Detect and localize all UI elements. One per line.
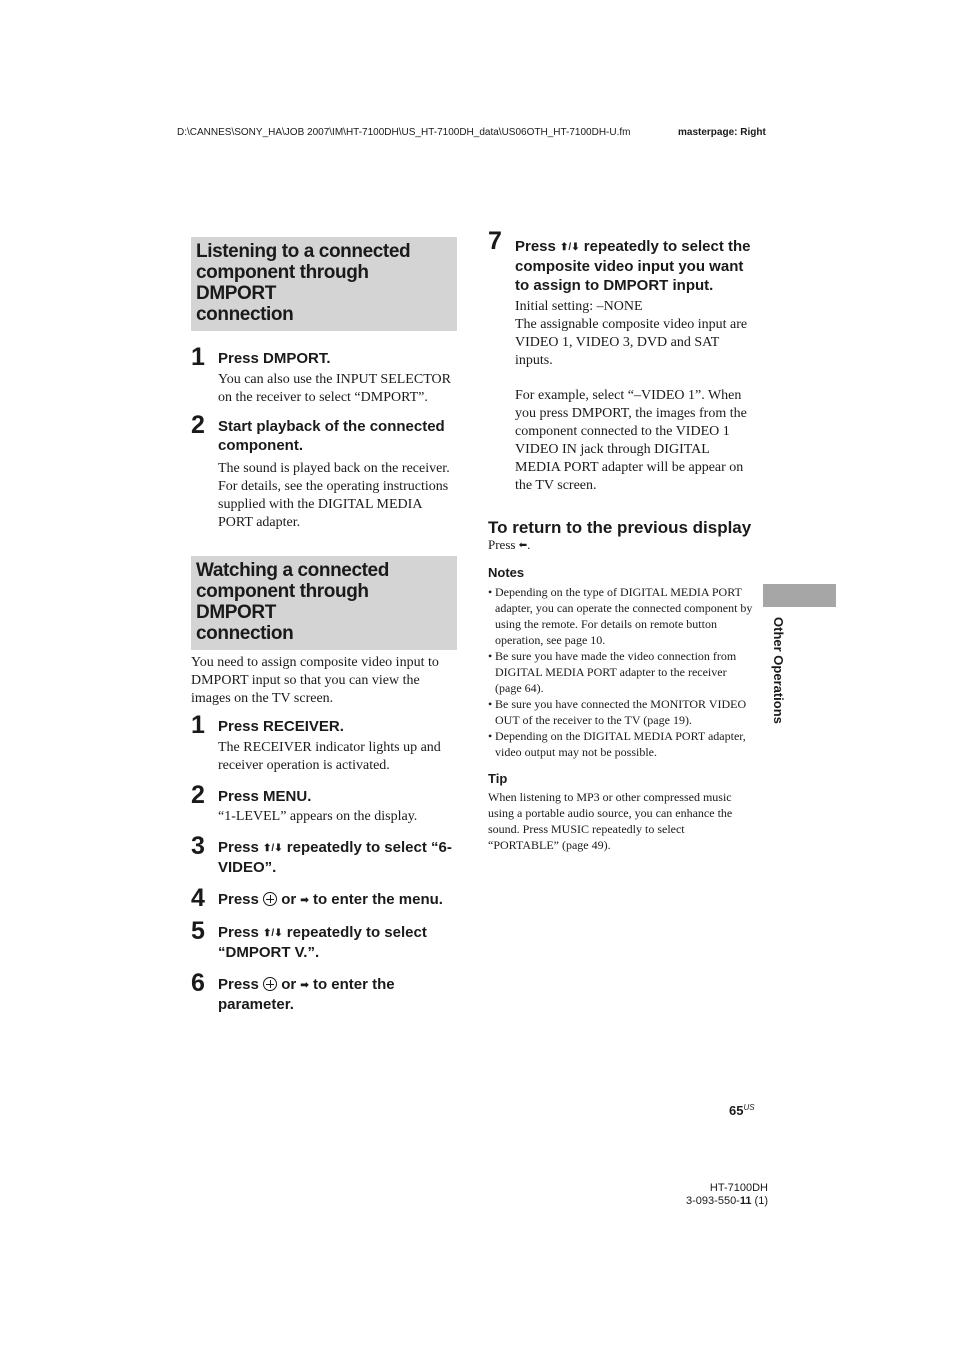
step-title (218, 838, 457, 877)
text: Press (218, 924, 264, 941)
text: repeatedly to select “DMPORT V.”. (218, 924, 427, 961)
heading-line: component through DMPORT (196, 262, 369, 304)
notes-heading: Notes (488, 565, 525, 580)
heading-line: component through DMPORT (196, 581, 369, 623)
step-2-start-playback (191, 411, 457, 532)
text: or (277, 891, 301, 908)
step-number: 1 (191, 343, 205, 371)
enter-button-icon (263, 892, 277, 906)
page-number (729, 1103, 755, 1119)
part-code (680, 1195, 768, 1208)
note-text: Depending on the type of DIGITAL MEDIA PORT adapter, you can operate the connected component by using the remote. For details on remote button operation, see page 10. (495, 585, 753, 647)
step-title (515, 233, 756, 295)
step-title: Start playback of the connected component. (218, 418, 445, 454)
text: 3-093-550- (686, 1195, 740, 1207)
section-side-label: Other Operations (771, 617, 786, 724)
step-title: Press DMPORT. (218, 350, 331, 367)
model-name: HT-7100DH (709, 1182, 768, 1194)
step-number: 7 (488, 227, 502, 255)
section-heading-listening (191, 237, 457, 331)
right-arrow-icon: ➡ (300, 980, 309, 991)
text: Press (218, 891, 264, 908)
assignable-inputs: The assignable composite video input are VIDEO 1, VIDEO 3, DVD and SAT inputs. (515, 317, 748, 368)
tip-heading: Tip (488, 771, 508, 786)
left-column (191, 237, 457, 1014)
right-arrow-icon: ➡ (300, 895, 309, 906)
step-number: 1 (191, 711, 205, 739)
text: Press (488, 537, 519, 552)
step-title: Press RECEIVER. (218, 718, 344, 735)
step-4-enter-menu (191, 884, 457, 912)
right-column (488, 227, 756, 853)
note-text: Be sure you have made the video connection from DIGITAL MEDIA PORT adapter to the receiver (page 64). (495, 649, 737, 695)
step-1-press-dmport (191, 343, 457, 407)
step-6-enter-parameter (191, 969, 457, 1014)
tip-text: When listening to MP3 or other compressed music using a portable audio source, you can enhance the sound. Press MUSIC repeatedly to select “PORTABLE” (page 49). (488, 790, 733, 852)
text: . (527, 537, 531, 552)
heading-line: Listening to a connected (196, 241, 411, 262)
step-title: Press MENU. (218, 788, 312, 805)
step-body: “1-LEVEL” appears on the display. (218, 809, 418, 824)
step-5-select-dmport-v (191, 917, 457, 962)
bullet-icon: • (488, 585, 493, 599)
text: repeatedly to select the composite video input you want to assign to DMPORT input. (515, 238, 751, 294)
step-3-select-video (191, 832, 457, 877)
step-number: 4 (191, 884, 205, 912)
note-item (488, 648, 756, 696)
enter-button-icon (263, 977, 277, 991)
return-heading: To return to the previous display (488, 518, 752, 537)
note-item (488, 696, 756, 728)
text: (1) (751, 1195, 768, 1207)
text: or (277, 976, 301, 993)
text: to enter the menu. (308, 891, 443, 908)
text: Press (218, 976, 264, 993)
text: Press (515, 238, 561, 255)
bullet-icon: • (488, 697, 493, 711)
up-down-arrow-icon: ⬆/⬇ (263, 928, 283, 939)
note-item (488, 728, 756, 760)
step-7-assign-input (488, 227, 756, 495)
return-body (488, 537, 756, 554)
example-text: For example, select “–VIDEO 1”. When you press DMPORT, the images from the component connected to the VIDEO 1 VIDEO IN jack through DIGITAL MEDIA PORT adapter will be appear on the TV screen. (515, 388, 747, 493)
bullet-icon: • (488, 649, 493, 663)
note-item (488, 584, 756, 648)
step-title (218, 890, 457, 910)
left-arrow-icon: ⬅ (518, 540, 528, 551)
section-tab-marker (763, 584, 836, 607)
notes-list (488, 584, 756, 760)
file-path-header: D:\CANNES\SONY_HA\JOB 2007\IM\HT-7100DH\US_HT-7100DH_data\US06OTH_HT-7100DH-U.fm (177, 127, 631, 138)
up-down-arrow-icon: ⬆/⬇ (560, 242, 580, 253)
page-number-suffix: US (743, 1103, 755, 1112)
note-text: Be sure you have connected the MONITOR VIDEO OUT of the receiver to the TV (page 19). (495, 697, 747, 727)
step-number: 2 (191, 781, 205, 809)
step-body: The sound is played back on the receiver. For details, see the operating instructions supplied with the DIGITAL MEDIA PORT adapter. (218, 461, 450, 530)
footer-model-code (680, 1182, 768, 1208)
heading-line: connection (196, 304, 294, 325)
step-number: 2 (191, 411, 205, 439)
step-title (218, 923, 457, 962)
step-1-press-receiver (191, 711, 457, 775)
step-number: 5 (191, 917, 205, 945)
step-body: You can also use the INPUT SELECTOR on the receiver to select “DMPORT”. (218, 372, 451, 405)
text: 11 (739, 1195, 752, 1207)
heading-line: Watching a connected (196, 560, 389, 581)
text: to enter the parameter. (218, 976, 395, 1013)
text: repeatedly to select “6-VIDEO”. (218, 839, 452, 876)
up-down-arrow-icon: ⬆/⬇ (263, 843, 283, 854)
section-intro: You need to assign composite video input to DMPORT input so that you can view the images on the TV screen. (191, 655, 439, 706)
note-text: Depending on the DIGITAL MEDIA PORT adapter, video output may not be possible. (495, 729, 746, 759)
masterpage-label: masterpage: Right (678, 127, 766, 138)
section-heading-watching (191, 556, 457, 650)
step-2-press-menu (191, 781, 457, 826)
text: Press (218, 839, 264, 856)
bullet-icon: • (488, 729, 493, 743)
heading-line: connection (196, 623, 294, 644)
step-body: The RECEIVER indicator lights up and receiver operation is activated. (218, 740, 441, 773)
step-number: 3 (191, 832, 205, 860)
step-number: 6 (191, 969, 205, 997)
step-title (218, 975, 457, 1014)
page-number-value: 65 (729, 1103, 744, 1118)
initial-setting: Initial setting: –NONE (515, 299, 643, 314)
